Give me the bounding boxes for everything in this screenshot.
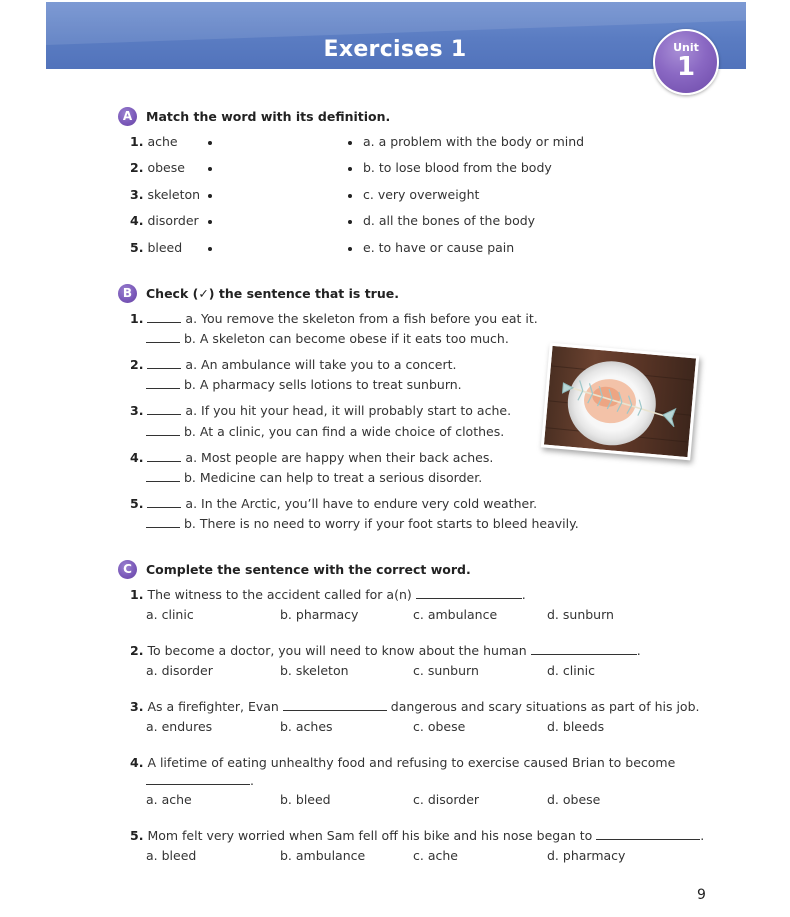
complete-question-cont: . [146, 773, 254, 788]
match-definition: a. a problem with the body or mind [363, 134, 585, 149]
match-dot-right[interactable] [348, 141, 352, 145]
check-blank[interactable] [146, 516, 180, 528]
answer-blank[interactable] [283, 699, 387, 711]
option[interactable]: d. sunburn [547, 607, 614, 622]
match-definition: e. to have or cause pain [363, 240, 515, 255]
match-dot-left[interactable] [208, 194, 212, 198]
check-item-a: 3. a. If you hit your head, it will probably start to ache. [130, 403, 512, 418]
check-item-a: 1. a. You remove the skeleton from a fish before you eat it. [130, 311, 538, 326]
option[interactable]: c. sunburn [413, 663, 479, 678]
check-item-b: b. Medicine can help to treat a serious disorder. [146, 470, 482, 485]
option[interactable]: d. pharmacy [547, 848, 626, 863]
match-definition: d. all the bones of the body [363, 213, 536, 228]
option[interactable]: a. disorder [146, 663, 213, 678]
match-dot-right[interactable] [348, 247, 352, 251]
complete-question: 4. A lifetime of eating unhealthy food and refusing to exercise caused Brian to become [130, 755, 676, 770]
fish-skeleton-photo [541, 343, 700, 461]
check-blank[interactable] [147, 403, 181, 415]
option[interactable]: a. endures [146, 719, 213, 734]
option[interactable]: b. skeleton [280, 663, 349, 678]
option[interactable]: c. ambulance [413, 607, 498, 622]
option[interactable]: c. obese [413, 719, 466, 734]
match-word: 4. disorder [130, 213, 199, 228]
match-word: 1. ache [130, 134, 178, 149]
option[interactable]: d. clinic [547, 663, 595, 678]
match-word: 2. obese [130, 160, 185, 175]
section-c-heading [118, 559, 471, 579]
section-a-badge: A [118, 107, 137, 126]
match-dot-right[interactable] [348, 220, 352, 224]
unit-number: 1 [676, 52, 696, 82]
section-c-badge: C [118, 560, 137, 579]
match-word: 5. bleed [130, 240, 183, 255]
check-blank[interactable] [146, 470, 180, 482]
option[interactable]: a. ache [146, 792, 192, 807]
check-item-b: b. A pharmacy sells lotions to treat sunburn. [146, 377, 462, 392]
check-blank[interactable] [146, 377, 180, 389]
match-dot-left[interactable] [208, 141, 212, 145]
match-dot-right[interactable] [348, 194, 352, 198]
answer-blank[interactable] [146, 773, 250, 785]
section-b-badge: B [118, 284, 137, 303]
match-dot-left[interactable] [208, 220, 212, 224]
match-definition: b. to lose blood from the body [363, 160, 552, 175]
complete-question: 2. To become a doctor, you will need to know about the human . [130, 643, 641, 658]
option[interactable]: a. bleed [146, 848, 197, 863]
section-c-title: Complete the sentence with the correct word. [146, 561, 471, 577]
check-item-a: 2. a. An ambulance will take you to a concert. [130, 357, 457, 372]
complete-question: 3. As a firefighter, Evan dangerous and scary situations as part of his job. [130, 699, 700, 714]
match-dot-left[interactable] [208, 167, 212, 171]
option[interactable]: c. ache [413, 848, 458, 863]
option[interactable]: b. pharmacy [280, 607, 359, 622]
check-blank[interactable] [147, 450, 181, 462]
check-item-b: b. At a clinic, you can find a wide choice of clothes. [146, 424, 504, 439]
option[interactable]: d. obese [547, 792, 601, 807]
option[interactable]: a. clinic [146, 607, 194, 622]
unit-badge [653, 29, 719, 95]
check-blank[interactable] [147, 311, 181, 323]
match-dot-left[interactable] [208, 247, 212, 251]
match-definition: c. very overweight [363, 187, 480, 202]
check-item-a: 5. a. In the Arctic, you’ll have to endure very cold weather. [130, 496, 538, 511]
check-blank[interactable] [147, 496, 181, 508]
answer-blank[interactable] [416, 587, 522, 599]
option[interactable]: b. aches [280, 719, 333, 734]
complete-question: 5. Mom felt very worried when Sam fell off his bike and his nose began to . [130, 828, 705, 843]
match-dot-right[interactable] [348, 167, 352, 171]
check-item-a: 4. a. Most people are happy when their back aches. [130, 450, 494, 465]
check-item-b: b. There is no need to worry if your foot starts to bleed heavily. [146, 516, 579, 531]
check-blank[interactable] [146, 331, 180, 343]
answer-blank[interactable] [531, 643, 637, 655]
section-a-heading [118, 106, 390, 126]
page-title: Exercises 1 [323, 37, 467, 62]
check-item-b: b. A skeleton can become obese if it eats too much. [146, 331, 509, 346]
section-b-heading [118, 283, 399, 303]
unit-label: Unit [673, 41, 699, 54]
answer-blank[interactable] [596, 828, 700, 840]
page-number: 9 [697, 887, 706, 903]
section-a-title: Match the word with its definition. [146, 108, 391, 124]
check-blank[interactable] [147, 357, 181, 369]
complete-question: 1. The witness to the accident called for a(n) . [130, 587, 526, 602]
option[interactable]: d. bleeds [547, 719, 605, 734]
match-word: 3. skeleton [130, 187, 201, 202]
option[interactable]: b. ambulance [280, 848, 366, 863]
section-b-title: Check (✓) the sentence that is true. [146, 285, 399, 301]
option[interactable]: c. disorder [413, 792, 480, 807]
check-blank[interactable] [146, 424, 180, 436]
option[interactable]: b. bleed [280, 792, 331, 807]
